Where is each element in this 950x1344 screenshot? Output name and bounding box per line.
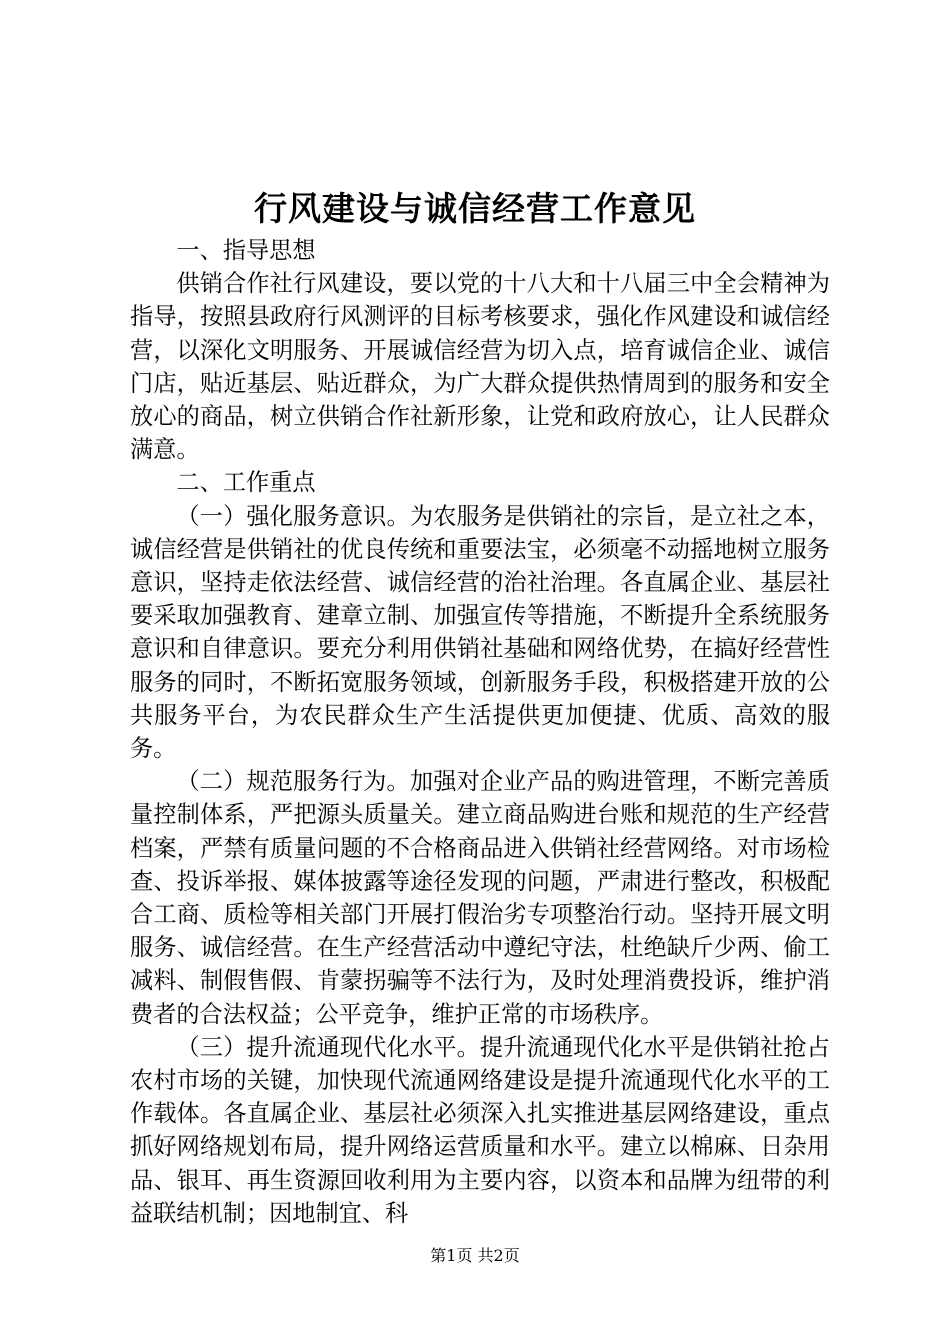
paragraph: （一）强化服务意识。为农服务是供销社的宗旨，是立社之本，诚信经营是供销社的优良传统和重要法宝，必须毫不动摇地树立服务意识，坚持走依法经营、诚信经营的治社治理。各直属企业、基层社要采取加强教育、建章立制、加强宣传等措施，不断提升全系统服务意识和自律意识。要充分利用供销社基础和网络优势，在搞好经营性服务的同时，不断拓宽服务领域，创新服务手段，积极搭建开放的公共服务平台，为农民群众生产生活提供更加便捷、优质、高效的服务。 xyxy=(130,502,830,763)
paragraph: （三）提升流通现代化水平。提升流通现代化水平是供销社抢占农村市场的关键，加快现代流通网络建设是提升流通现代化水平的工作载体。各直属企业、基层社必须深入扎实推进基层网络建设，重点抓好网络规划布局，提升网络运营质量和水平。建立以棉麻、日杂用品、银耳、再生资源回收利用为主要内容，以资本和品牌为纽带的利益联结机制；因地制宜、科 xyxy=(130,1033,830,1227)
page-number-footer: 第1页 共2页 xyxy=(430,1246,520,1265)
document-title: 行风建设与诚信经营工作意见 xyxy=(254,189,696,228)
paragraph: （二）规范服务行为。加强对企业产品的购进管理，不断完善质量控制体系，严把源头质量关。建立商品购进台账和规范的生产经营档案，严禁有质量问题的不合格商品进入供销社经营网络。对市场检查、投诉举报、媒体披露等途径发现的问题，严肃进行整改，积极配合工商、质检等相关部门开展打假治劣专项整治行动。坚持开展文明服务、诚信经营。在生产经营活动中遵纪守法，杜绝缺斤少两、偷工减料、制假售假、肯蒙拐骗等不法行为，及时处理消费投诉，维护消费者的合法权益；公平竞争，维护正常的市场秩序。 xyxy=(130,768,830,1028)
document-body xyxy=(130,234,830,1230)
section-heading-guiding-ideology: 一、指导思想 xyxy=(176,237,316,264)
paragraph: 供销合作社行风建设，要以党的十八大和十八届三中全会精神为指导，按照县政府行风测评的目标考核要求，强化作风建设和诚信经营，以深化文明服务、开展诚信经营为切入点，培育诚信企业、诚信门店，贴近基层、贴近群众，为广大群众提供热情周到的服务和安全放心的商品，树立供销合作社新形象，让党和政府放心，让人民群众满意。 xyxy=(130,270,830,464)
section-heading-work-focus: 二、工作重点 xyxy=(176,469,316,497)
